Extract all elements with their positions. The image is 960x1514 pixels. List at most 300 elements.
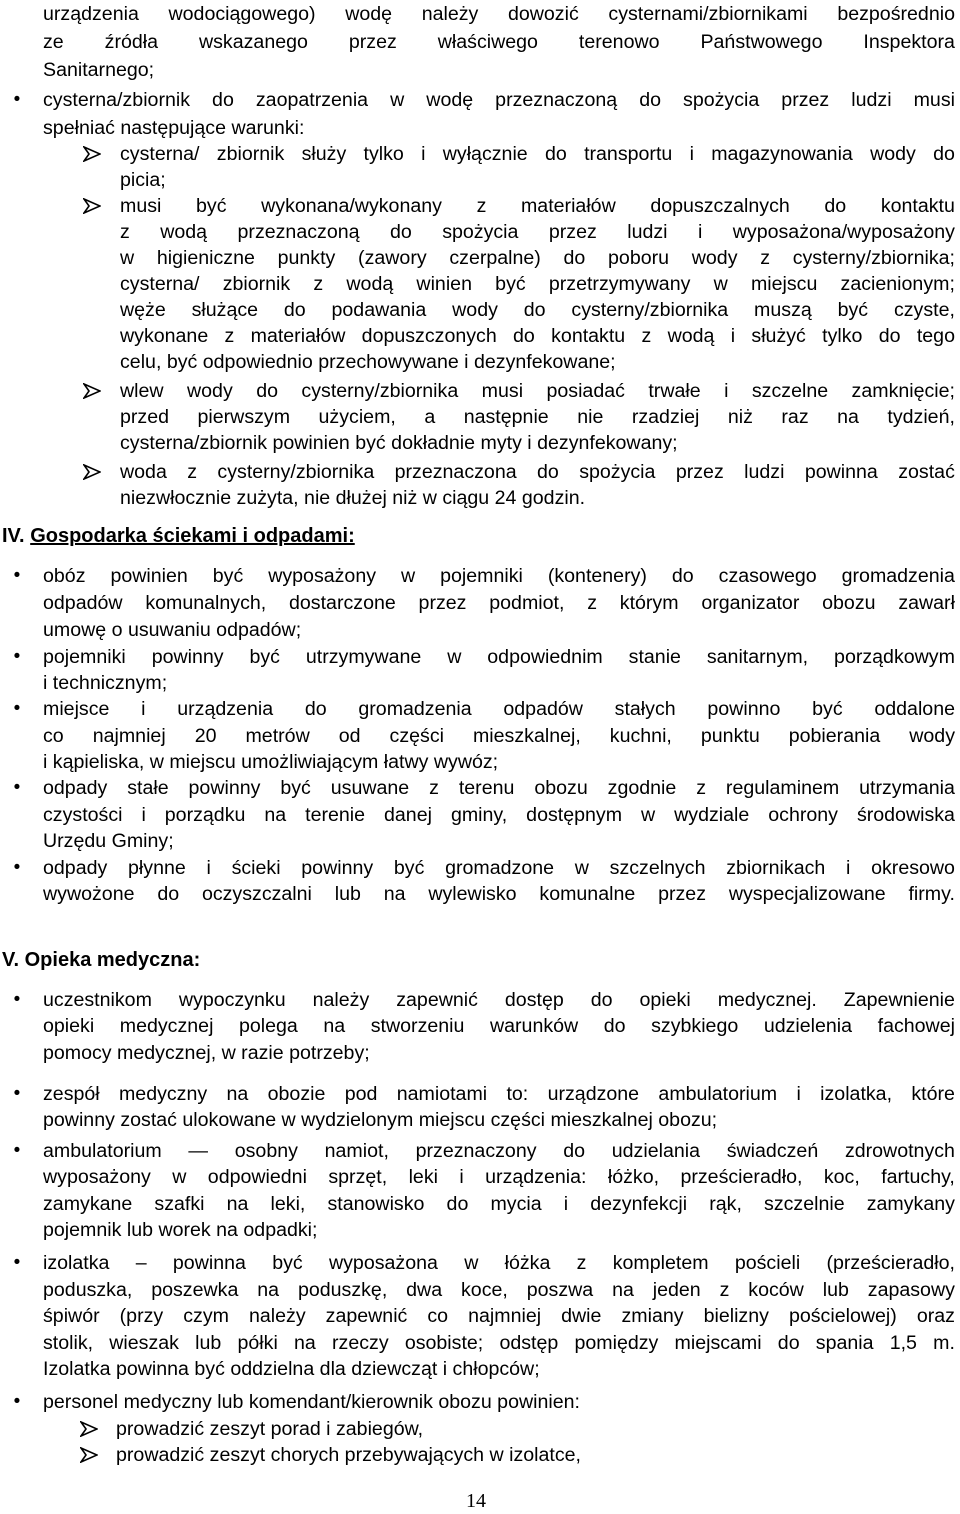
word: czystości xyxy=(43,804,123,826)
word: pościelowej) xyxy=(788,1305,897,1327)
word: następnie xyxy=(463,406,549,428)
text-line xyxy=(43,644,955,670)
arrow-bullet-icon xyxy=(80,1416,106,1437)
text-line: niezwłocznie zużyta, nie dłużej niż w ciągu 24 godzin. xyxy=(120,487,586,509)
word: do xyxy=(283,299,306,321)
text-line xyxy=(43,855,955,881)
word: (przy xyxy=(119,1305,164,1327)
word: materiałów xyxy=(250,325,346,347)
text-line: pojemnik lub worek na odpadki; xyxy=(43,1219,318,1241)
word: oraz xyxy=(916,1305,955,1327)
word: czyste, xyxy=(893,299,955,321)
word: poduszka, xyxy=(43,1279,133,1301)
text-line: spełniać następujące warunki: xyxy=(43,117,305,139)
word: poszwa xyxy=(526,1279,594,1301)
word: użyciem, xyxy=(318,406,396,428)
word: przed xyxy=(120,406,170,428)
word: na xyxy=(612,1279,634,1301)
word: stolik, xyxy=(43,1332,94,1354)
word: szczelne xyxy=(751,380,829,402)
word: spania xyxy=(815,1332,874,1354)
text-line: Urzędu Gminy; xyxy=(43,830,174,852)
word: stworzeniu xyxy=(370,1015,465,1037)
word: zmiany xyxy=(621,1305,684,1327)
word: medycznej xyxy=(119,1015,214,1037)
word: wskazanego xyxy=(198,31,308,53)
text-line: Izolatka powinna być oddzielna dla dziewcząt i chłopców; xyxy=(43,1358,540,1380)
word: izolatka xyxy=(43,1252,110,1274)
word: do xyxy=(639,89,661,111)
word: muszą xyxy=(754,299,812,321)
word: obozu xyxy=(822,592,876,614)
word: dwa xyxy=(406,1279,443,1301)
word: węże xyxy=(120,299,166,321)
word: czym xyxy=(183,1305,229,1327)
word: z xyxy=(476,195,487,217)
word: pojemniki xyxy=(440,565,523,587)
word: 20 xyxy=(194,725,217,747)
word: spożycia xyxy=(683,89,760,111)
word: ochrony xyxy=(768,804,838,826)
word: do xyxy=(537,461,559,483)
text-line xyxy=(43,881,955,907)
word: lub xyxy=(195,1332,222,1354)
word: co xyxy=(43,725,64,747)
word: terenowo xyxy=(578,31,660,53)
word: pod xyxy=(344,1083,378,1105)
word: do xyxy=(446,1193,469,1215)
text-line: powinny zostać ulokowane w wydzielonym miejscu części mieszkalnej obozu; xyxy=(43,1109,718,1131)
word: danej xyxy=(384,804,432,826)
word: osobiste; xyxy=(404,1332,484,1354)
word: wyposażona xyxy=(328,1252,438,1274)
word: bielizny xyxy=(703,1305,769,1327)
text-line: prowadzić zeszyt chorych przebywających w izolatce, xyxy=(116,1444,581,1466)
word: namiotami xyxy=(396,1083,488,1105)
text-line xyxy=(43,1164,955,1190)
word: dostęp xyxy=(504,989,564,1011)
word: stałych xyxy=(614,698,676,720)
word: być xyxy=(495,273,526,295)
word: przez xyxy=(781,89,830,111)
word: czasowego xyxy=(718,565,817,587)
word: trwałe xyxy=(648,380,701,402)
word: do xyxy=(212,89,234,111)
word: polega xyxy=(238,1015,298,1037)
bullet-icon: • xyxy=(13,1252,21,1273)
word: szczelnie xyxy=(764,1193,845,1215)
section-heading: IV. Gospodarka ściekami i odpadami: xyxy=(2,525,355,547)
word: z xyxy=(187,461,198,483)
word: obóz xyxy=(43,565,86,587)
word: kontaktu xyxy=(551,325,626,347)
word: firmy. xyxy=(908,883,955,905)
word: medycznej. xyxy=(717,989,817,1011)
word: z xyxy=(313,273,324,295)
word: dowozić xyxy=(507,3,579,25)
word: materiałów xyxy=(520,195,616,217)
word: utrzymania xyxy=(859,777,955,799)
text-line xyxy=(43,1013,955,1039)
word: i xyxy=(846,857,851,879)
word: środowiska xyxy=(856,804,955,826)
word: terenu xyxy=(458,777,515,799)
word: i xyxy=(206,857,211,879)
word: lub xyxy=(334,883,361,905)
word: do xyxy=(513,325,535,347)
word: należy xyxy=(421,3,479,25)
text-line xyxy=(120,219,955,245)
text-line xyxy=(120,193,955,219)
word: być xyxy=(393,857,425,879)
word: zdrowotnych xyxy=(844,1140,955,1162)
word: szafki xyxy=(154,1193,205,1215)
text-line: i technicznym; xyxy=(43,672,168,694)
word: wody xyxy=(691,247,738,269)
word: płynne xyxy=(128,857,186,879)
word: kontaktu xyxy=(880,195,955,217)
word: urządzenia xyxy=(43,3,139,25)
word: wody xyxy=(909,725,955,747)
word: należy xyxy=(312,989,370,1011)
word: na xyxy=(383,883,406,905)
text-line xyxy=(43,802,955,828)
word: udzielenia xyxy=(763,1015,853,1037)
word: cysternami/zbiornikami xyxy=(608,3,808,25)
word: przez xyxy=(658,883,706,905)
word: podmiot, xyxy=(489,592,565,614)
word: z xyxy=(120,221,130,243)
word: poboru xyxy=(608,247,670,269)
word: cysterna/ xyxy=(120,273,200,295)
word: z xyxy=(576,1252,587,1274)
word: namiot, xyxy=(324,1140,389,1162)
word: posiadać xyxy=(546,380,625,402)
word: przeznaczony xyxy=(415,1140,537,1162)
word: w xyxy=(713,273,728,295)
text-line xyxy=(43,1277,955,1303)
word: wyłącznie xyxy=(442,143,528,165)
word: koce, xyxy=(461,1279,508,1301)
bullet-icon: • xyxy=(13,777,21,798)
arrow-bullet-icon xyxy=(83,459,109,480)
word: zbiornik xyxy=(222,273,291,295)
word: miejscu xyxy=(750,273,818,295)
word: w xyxy=(464,1252,479,1274)
word: podawania xyxy=(331,299,427,321)
word: zapewnić xyxy=(396,989,478,1011)
word: dopuszczalnych xyxy=(650,195,790,217)
bullet-icon: • xyxy=(13,1140,21,1161)
word: najmniej xyxy=(92,725,166,747)
word: zawarł xyxy=(898,592,955,614)
word: zamykany xyxy=(866,1193,955,1215)
text-line: umowę o usuwaniu odpadów; xyxy=(43,619,302,641)
word: obozie xyxy=(267,1083,326,1105)
word: tylko xyxy=(363,143,404,165)
word: powinna xyxy=(172,1252,246,1274)
word: wlew xyxy=(120,380,164,402)
word: łóżko, xyxy=(607,1166,660,1188)
word: wodą xyxy=(667,325,715,347)
word: odpady xyxy=(43,777,108,799)
word: niż xyxy=(727,406,753,428)
word: i xyxy=(730,325,736,347)
word: woda xyxy=(120,461,167,483)
text-line: cysterna/zbiornik powinien być dokładnie myty i dezynfekowany; xyxy=(120,432,678,454)
word: powinny xyxy=(151,646,224,668)
arrow-bullet-icon xyxy=(83,378,109,399)
word: musi xyxy=(120,195,162,217)
word: stałe xyxy=(127,777,169,799)
word: czerpalne) xyxy=(449,247,541,269)
word: cysterna/ xyxy=(120,143,200,165)
word: gromadzenia xyxy=(358,698,472,720)
word: dwie xyxy=(561,1305,602,1327)
word: cysterny/zbiornika; xyxy=(792,247,955,269)
word: punktu xyxy=(700,725,760,747)
word: zamykane xyxy=(43,1193,133,1215)
word: dopuszczonych xyxy=(361,325,497,347)
word: tylko xyxy=(822,325,863,347)
word: musi xyxy=(481,380,524,402)
text-line: Sanitarnego; xyxy=(43,59,155,81)
word: warunków xyxy=(489,1015,579,1037)
word: spożycia xyxy=(579,461,656,483)
word: przeznaczoną xyxy=(495,89,618,111)
word: szybkiego xyxy=(651,1015,739,1037)
word: (kontenery) xyxy=(547,565,647,587)
word: oczyszczalni xyxy=(201,883,312,905)
word: osobny xyxy=(234,1140,298,1162)
word: powinien xyxy=(110,565,188,587)
word: stanie xyxy=(628,646,681,668)
word: wydziale xyxy=(674,804,750,826)
word: powinno xyxy=(707,698,781,720)
word: do xyxy=(878,325,901,347)
word: pościeli xyxy=(734,1252,801,1274)
word: do xyxy=(777,1332,800,1354)
word: i xyxy=(421,143,426,165)
word: które xyxy=(911,1083,955,1105)
word: gromadzone xyxy=(445,857,555,879)
word: ludzi xyxy=(744,461,785,483)
word: do xyxy=(824,195,847,217)
word: medyczny xyxy=(118,1083,208,1105)
word: ambulatorium xyxy=(658,1083,778,1105)
word: spożycia xyxy=(442,221,519,243)
word: wodą xyxy=(346,273,394,295)
word: punkty xyxy=(277,247,336,269)
word: wykonane xyxy=(120,325,209,347)
word: w xyxy=(172,1166,187,1188)
word: wody xyxy=(870,143,916,165)
word: urządzenia: xyxy=(485,1166,587,1188)
text-line xyxy=(43,1303,955,1329)
word: na xyxy=(294,1332,316,1354)
word: właściwego xyxy=(437,31,538,53)
bullet-icon: • xyxy=(13,1391,21,1412)
text-line: prowadzić zeszyt porad i zabiegów, xyxy=(116,1418,424,1440)
word: części xyxy=(389,725,444,747)
word: udzielania xyxy=(611,1140,701,1162)
text-line xyxy=(43,563,955,589)
word: i xyxy=(141,804,146,826)
text-line: celu, być odpowiednio przechowywane i dezynfekowane; xyxy=(120,351,616,373)
word: którym xyxy=(619,592,679,614)
word: cysterny/zbiornika xyxy=(217,461,375,483)
word: bezpośrednio xyxy=(837,3,955,25)
word: wieszak xyxy=(109,1332,179,1354)
word: wodę xyxy=(426,89,474,111)
word: metrów xyxy=(245,725,310,747)
word: w xyxy=(120,247,135,269)
word: zespół xyxy=(43,1083,100,1105)
word: z xyxy=(429,777,439,799)
word: i xyxy=(141,698,146,720)
word: 1,5 xyxy=(889,1332,917,1354)
word: łóżka xyxy=(504,1252,551,1274)
text-line xyxy=(43,87,955,113)
word: i xyxy=(796,1083,801,1105)
word: przez xyxy=(348,31,397,53)
word: – xyxy=(135,1252,147,1274)
word: odpowiedni xyxy=(207,1166,307,1188)
word: urządzenia xyxy=(177,698,274,720)
text-line xyxy=(43,1138,955,1164)
word: do xyxy=(157,883,180,905)
word: z xyxy=(641,325,652,347)
word: być xyxy=(272,1252,303,1274)
word: zbiornik xyxy=(216,143,285,165)
word: najmniej xyxy=(468,1305,542,1327)
word: gminy, xyxy=(450,804,508,826)
word: Inspektora xyxy=(863,31,955,53)
word: koców xyxy=(748,1279,804,1301)
word: pomiędzy xyxy=(574,1332,659,1354)
word: porządkowym xyxy=(834,646,955,668)
word: na xyxy=(257,1279,280,1301)
bullet-icon: • xyxy=(13,857,21,878)
word: na xyxy=(264,804,287,826)
word: regulaminem xyxy=(725,777,840,799)
text-line: picia; xyxy=(120,169,166,191)
word: kuchni, xyxy=(609,725,672,747)
word: organizator xyxy=(701,592,800,614)
word: być xyxy=(212,565,244,587)
word: do xyxy=(544,143,567,165)
word: i xyxy=(563,1193,569,1215)
word: w xyxy=(400,565,416,587)
arrow-bullet-icon xyxy=(83,141,109,162)
word: zapewnić xyxy=(325,1305,408,1327)
word: świadczeń xyxy=(726,1140,819,1162)
word: komunalne xyxy=(539,883,636,905)
word: wodę xyxy=(345,3,393,25)
word: Państwowego xyxy=(700,31,823,53)
word: leki xyxy=(408,1166,438,1188)
word: wody xyxy=(452,299,498,321)
word: wyposażony xyxy=(43,1166,151,1188)
word: do xyxy=(304,698,327,720)
word: i xyxy=(459,1166,464,1188)
word: w xyxy=(390,89,405,111)
word: (zawory xyxy=(358,247,427,269)
word: wodą xyxy=(160,221,208,243)
word: wyposażona/wyposażony xyxy=(732,221,955,243)
word: źródła xyxy=(104,31,159,53)
word: wywożone xyxy=(43,883,135,905)
word: cysterny/zbiornika xyxy=(571,299,729,321)
word: tydzień, xyxy=(887,406,955,428)
word: nie xyxy=(577,406,604,428)
text-line xyxy=(120,141,955,167)
text-line xyxy=(120,378,955,404)
word: w xyxy=(641,804,656,826)
word: koc, xyxy=(823,1166,860,1188)
text-line xyxy=(43,723,955,749)
word: z xyxy=(224,325,235,347)
word: i xyxy=(724,380,729,402)
word: poszewka xyxy=(151,1279,239,1301)
section-heading: V. Opieka medyczna: xyxy=(2,949,201,971)
word: odpadów xyxy=(43,592,123,614)
arrow-bullet-icon xyxy=(83,193,109,214)
word: opieki xyxy=(43,1015,95,1037)
word: a xyxy=(424,406,436,428)
word: komunalnych, xyxy=(145,592,267,614)
word: miejscami xyxy=(674,1332,762,1354)
word: odpady xyxy=(43,857,108,879)
word: ambulatorium xyxy=(43,1140,162,1162)
word: na xyxy=(226,1193,249,1215)
word: zbiornikach xyxy=(726,857,826,879)
word: służy xyxy=(301,143,347,165)
text-line xyxy=(120,245,955,271)
word: to: xyxy=(506,1083,529,1105)
word: na xyxy=(837,406,859,428)
arrow-bullet-icon xyxy=(80,1442,106,1463)
word: odpadów xyxy=(503,698,583,720)
word: fachowej xyxy=(877,1015,955,1037)
text-line xyxy=(43,1081,955,1107)
word: do xyxy=(523,299,546,321)
word: ludzi xyxy=(851,89,892,111)
word: zapasowy xyxy=(867,1279,955,1301)
text-line xyxy=(43,29,955,55)
word: leki, xyxy=(270,1193,306,1215)
word: zaopatrzenia xyxy=(255,89,369,111)
text-line xyxy=(120,404,955,430)
word: pojemniki xyxy=(43,646,126,668)
word: oddalone xyxy=(874,698,955,720)
word: powinna xyxy=(804,461,878,483)
word: i xyxy=(697,221,703,243)
word: prześcieradło, xyxy=(680,1166,803,1188)
word: m. xyxy=(933,1332,955,1354)
text-line xyxy=(120,271,955,297)
word: przez xyxy=(548,221,597,243)
word: Zapewnienie xyxy=(843,989,955,1011)
word: opieki xyxy=(639,989,691,1011)
word: półki xyxy=(237,1332,278,1354)
word: w xyxy=(574,857,589,879)
word: i xyxy=(689,143,694,165)
text-line xyxy=(120,297,955,323)
word: musi xyxy=(913,89,955,111)
word: dezynfekcji xyxy=(590,1193,688,1215)
text-line: i kąpieliska, w miejscu umożliwiającym łatwy wywóz; xyxy=(43,751,499,773)
